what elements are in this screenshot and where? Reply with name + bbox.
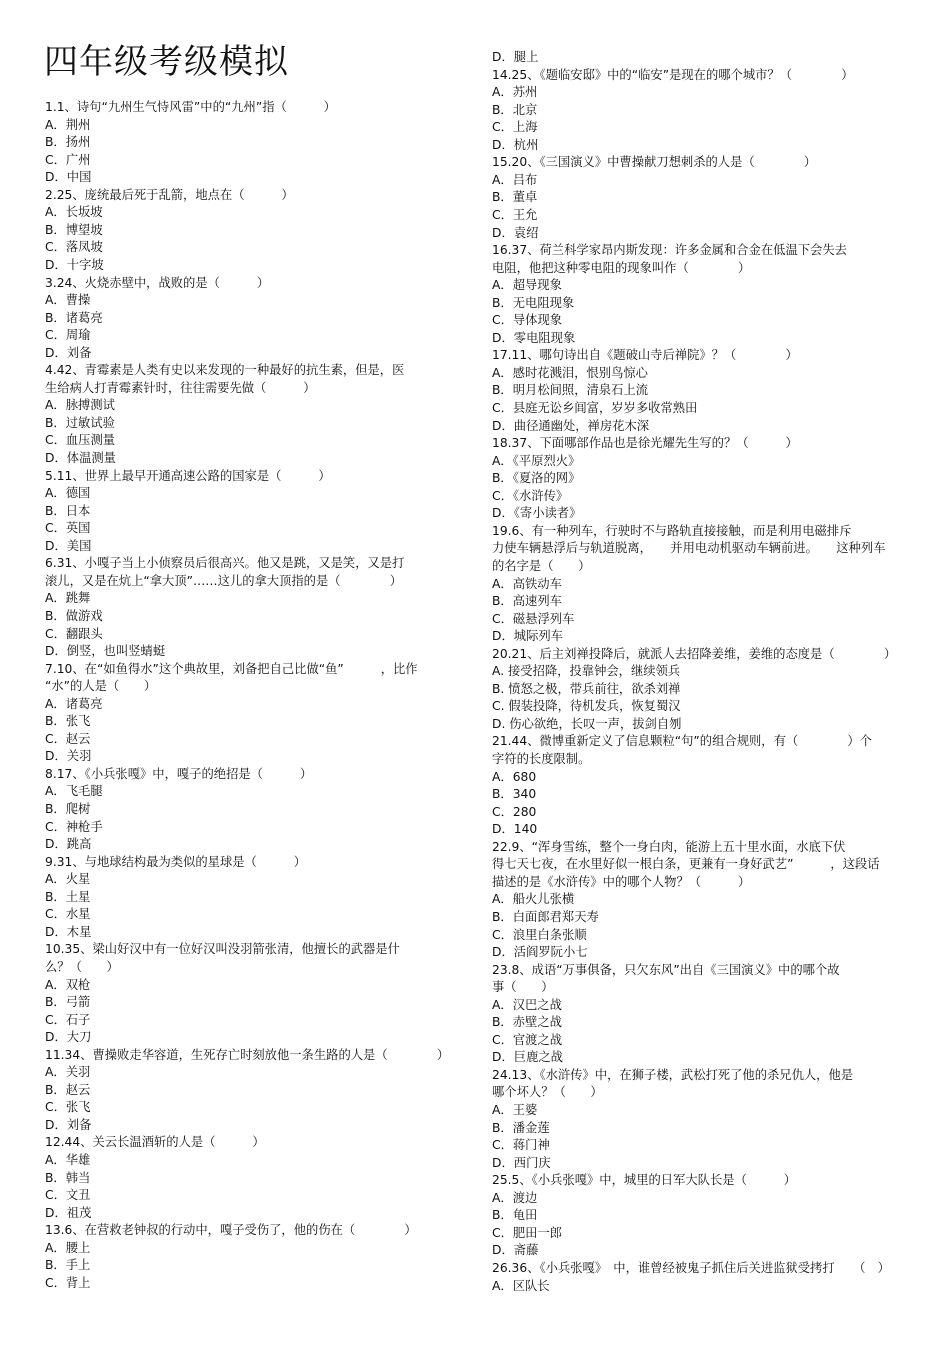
answer-option: C．血压测量 <box>45 433 116 448</box>
question-text: 25.5、《小兵张嘎》中，城里的日军大队长是（ ） <box>492 1173 797 1188</box>
answer-option: D. 伤心欲绝，长叹一声，拔剑自刎 <box>492 716 682 731</box>
answer-option: C．县庭无讼乡闾富，岁岁多收常熟田 <box>492 401 698 415</box>
question-text: 描述的是《水浒传》中的哪个人物？（ ） <box>492 874 751 889</box>
answer-option: A．华雄 <box>45 1153 91 1167</box>
answer-option: D．曲径通幽处，禅房花木深 <box>492 418 650 433</box>
answer-option: C．张飞 <box>45 1100 91 1115</box>
answer-option: B．高速列车 <box>492 594 562 609</box>
answer-option: B．诸葛亮 <box>45 310 103 325</box>
question-text: 么？（ ） <box>45 959 119 974</box>
answer-option: C．翻跟头 <box>45 626 103 641</box>
answer-option: D．零电阻现象 <box>492 330 576 345</box>
answer-option: A．超导现象 <box>492 278 562 293</box>
answer-option: D．木星 <box>45 924 92 939</box>
question-text: 11.34、曹操败走华容道，生死存亡时刻放他一条生路的人是（ ） <box>45 1047 450 1062</box>
question-text: 4.42、青霉素是人类有史以来发现的一种最好的抗生素，但是，医 <box>45 363 405 378</box>
answer-option: C．蒋门神 <box>492 1138 550 1153</box>
question-text: 事（ ） <box>492 980 554 995</box>
question-text: 15.20、《三国演义》中曹操献刀想刺杀的人是（ ） <box>492 155 817 170</box>
question-text: 17.11、哪句诗出自《题破山寺后禅院》？（ ） <box>492 348 798 363</box>
answer-option: D．跳高 <box>45 837 92 852</box>
answer-option: D．刘备 <box>45 345 92 360</box>
question-text: 7.10、在“如鱼得水”这个典故里，刘备把自己比做“鱼” ，比作 <box>45 661 418 676</box>
answer-option: D．城际列车 <box>492 629 563 644</box>
answer-option: B．博望坡 <box>45 222 103 237</box>
answer-option: D．中国 <box>45 170 92 185</box>
question-text: 2.25、庞统最后死于乱箭，地点在（ ） <box>45 187 294 202</box>
question-text: 的名字是（ ） <box>492 558 591 573</box>
answer-option: A．区队长 <box>492 1278 550 1293</box>
answer-option: C．官渡之战 <box>492 1032 563 1047</box>
answer-option: B．白面郎君郑天寿 <box>492 909 599 924</box>
answer-option: D．美国 <box>45 538 92 553</box>
answer-option: C．背上 <box>45 1275 91 1290</box>
answer-option: A．曹操 <box>45 293 91 308</box>
answer-option: B．日本 <box>45 503 91 518</box>
answer-option: C．肥田一郎 <box>492 1225 563 1240</box>
answer-option: A．双枪 <box>45 977 91 992</box>
answer-option: B．弓箭 <box>45 995 91 1010</box>
answer-option: B. 愤怒之极，带兵前往，欲杀刘禅 <box>492 681 681 696</box>
answer-option: C．《水浒传》 <box>492 488 569 503</box>
question-text: 19.6、有一种列车，行驶时不与路轨直接接触，而是利用电磁排斥 <box>492 523 852 538</box>
answer-option: A．感时花溅泪，恨别鸟惊心 <box>492 365 648 380</box>
question-text: 哪个坏人？（ ） <box>492 1085 603 1100</box>
answer-option: A．高铁动车 <box>492 576 562 591</box>
answer-option: C．文丑 <box>45 1188 91 1203</box>
answer-option: D．斋藤 <box>492 1243 539 1258</box>
answer-option: C. 假装投降，待机发兵，恢复蜀汉 <box>492 699 681 714</box>
answer-option: D．腿上 <box>492 50 539 64</box>
answer-option: C．落凤坡 <box>45 240 103 255</box>
answer-option: D．关羽 <box>45 749 92 764</box>
answer-option: A．关羽 <box>45 1065 91 1080</box>
answer-option: B．《夏洛的网》 <box>492 471 581 486</box>
answer-option: B．北京 <box>492 102 538 117</box>
answer-option: C．广州 <box>45 152 91 167</box>
answer-option: D．体温测量 <box>45 451 116 465</box>
answer-option: C．英国 <box>45 521 91 536</box>
answer-option: B．无电阻现象 <box>492 295 575 310</box>
question-text: 14.25、《题临安邸》中的“临安”是现在的哪个城市？（ ） <box>492 67 854 82</box>
answer-option: B．爬树 <box>45 802 91 816</box>
answer-option: C．石子 <box>45 1012 91 1027</box>
question-text: 1.1、诗句“九州生气恃风雷”中的“九州”指（ ） <box>45 100 336 114</box>
answer-option: C．浪里白条张顺 <box>492 927 587 942</box>
answer-option: B．土星 <box>45 889 91 904</box>
question-text: 20.21、后主刘禅投降后，就派人去招降姜维，姜维的态度是（ ） <box>492 646 897 661</box>
question-text: 生给病人打青霉素针时，往往需要先做（ ） <box>45 380 316 395</box>
question-text: 16.37、荷兰科学家昂内斯发现：许多金属和合金在低温下会失去 <box>492 243 847 258</box>
answer-option: B．340 <box>492 787 537 802</box>
answer-option: A．跳舞 <box>45 591 91 606</box>
answer-option: C．磁悬浮列车 <box>492 611 575 626</box>
answer-option: C．赵云 <box>45 731 91 746</box>
answer-option: A．飞毛腿 <box>45 784 103 799</box>
question-text: 得七天七夜，在水里好似一根白条，更兼有一身好武艺” ，这段话 <box>492 857 880 872</box>
answer-option: B．扬州 <box>45 135 91 150</box>
answer-option: A．王婆 <box>492 1103 538 1117</box>
answer-option: D．巨鹿之战 <box>492 1050 563 1065</box>
question-text: 电阻，他把这种零电阻的现象叫作（ ） <box>492 260 751 275</box>
question-text: 24.13、《水浒传》中，在狮子楼，武松打死了他的杀兄仇人，他是 <box>492 1067 854 1082</box>
question-text: 22.9、“浑身雪练，整个一身白肉，能游上五十里水面，水底下伏 <box>492 839 846 854</box>
answer-option: B．潘金莲 <box>492 1120 550 1135</box>
answer-option: D．袁绍 <box>492 225 539 240</box>
answer-option: D．西门庆 <box>492 1155 551 1170</box>
answer-option: C．王允 <box>492 207 538 222</box>
answer-option: C．水星 <box>45 907 91 922</box>
answer-option: B．韩当 <box>45 1170 91 1185</box>
answer-option: B．董卓 <box>492 190 538 205</box>
question-text: 5.11、世界上最早开通高速公路的国家是（ ） <box>45 468 331 483</box>
answer-option: B．赵云 <box>45 1082 91 1097</box>
answer-option: A．吕布 <box>492 172 538 187</box>
answer-option: A．荆州 <box>45 117 91 132</box>
answer-option: B．做游戏 <box>45 608 103 623</box>
answer-option: A．腰上 <box>45 1240 91 1255</box>
answer-option: D．倒竖，也叫竖蜻蜓 <box>45 644 166 659</box>
answer-option: C．导体现象 <box>492 313 563 328</box>
question-text: 力使车辆悬浮后与轨道脱离， 并用电动机驱动车辆前进。 这种列车 <box>492 541 886 556</box>
document-title: 四年级考级模拟 <box>44 42 289 82</box>
answer-option: A．德国 <box>45 486 91 501</box>
question-text: 3.24、火烧赤壁中，战败的是（ ） <box>45 275 270 290</box>
answer-option: B．龟田 <box>492 1208 538 1223</box>
answer-option: C．280 <box>492 804 537 819</box>
answer-option: A．《平原烈火》 <box>492 453 581 468</box>
answer-option: D．140 <box>492 822 538 837</box>
question-text: 10.35、梁山好汉中有一位好汉叫没羽箭张清，他擅长的武器是什 <box>45 942 400 957</box>
answer-option: A．渡边 <box>492 1190 538 1205</box>
question-text: 8.17、《小兵张嘎》中，嘎子的绝招是（ ） <box>45 766 313 781</box>
answer-option: D．《寄小读者》 <box>492 506 582 521</box>
question-text: 滚儿，又是在炕上“拿大顶”……这儿的拿大顶指的是（ ） <box>45 573 403 588</box>
answer-option: D．活阎罗阮小七 <box>492 945 588 960</box>
answer-option: A．苏州 <box>492 85 538 100</box>
question-text: 6.31、小嘎子当上小侦察员后很高兴。他又是跳，又是笑，又是打 <box>45 556 405 571</box>
answer-option: A. 接受招降，投靠钟会，继续领兵 <box>492 664 681 679</box>
answer-option: C．上海 <box>492 120 538 135</box>
question-text: 26.36、《小兵张嘎》 中，谁曾经被鬼子抓住后关进监狱受拷打 （ ） <box>492 1260 890 1275</box>
answer-option: D．杭州 <box>492 137 539 152</box>
answer-option: A．诸葛亮 <box>45 696 103 711</box>
answer-option: A．汉巴之战 <box>492 997 562 1012</box>
answer-option: C．神枪手 <box>45 819 103 834</box>
question-text: “水”的人是（ ） <box>45 679 157 694</box>
answer-option: A．脉搏测试 <box>45 398 115 413</box>
question-text: 12.44、关云长温酒斩的人是（ ） <box>45 1135 265 1150</box>
answer-option: D．十字坡 <box>45 257 104 272</box>
answer-option: B．张飞 <box>45 714 91 729</box>
answer-option: B．手上 <box>45 1258 91 1273</box>
answer-option: B．赤壁之战 <box>492 1015 562 1030</box>
question-text: 23.8、成语“万事俱备，只欠东风”出自《三国演义》中的哪个故 <box>492 962 840 977</box>
question-text: 18.37、下面哪部作品也是徐光耀先生写的？（ ） <box>492 436 798 451</box>
answer-option: D．刘备 <box>45 1117 92 1132</box>
answer-option: A．680 <box>492 769 537 784</box>
question-text: 字符的长度限制。 <box>492 752 591 766</box>
answer-option: A．长坂坡 <box>45 205 103 220</box>
answer-option: D．大刀 <box>45 1030 92 1045</box>
question-text: 13.6、在营救老钟叔的行动中，嘎子受伤了，他的伤在（ ） <box>45 1223 417 1238</box>
answer-option: B．过敏试验 <box>45 415 115 430</box>
question-text: 9.31、与地球结构最为类似的星球是（ ） <box>45 854 307 869</box>
question-text: 21.44、微博重新定义了信息颗粒“句”的组合规则，有（ ）个 <box>492 734 872 749</box>
answer-option: A．船火儿张横 <box>492 892 575 907</box>
answer-option: C．周瑜 <box>45 328 91 343</box>
answer-option: A．火星 <box>45 872 91 887</box>
answer-option: D．祖茂 <box>45 1205 92 1220</box>
answer-option: B．明月松间照，清泉石上流 <box>492 383 648 398</box>
